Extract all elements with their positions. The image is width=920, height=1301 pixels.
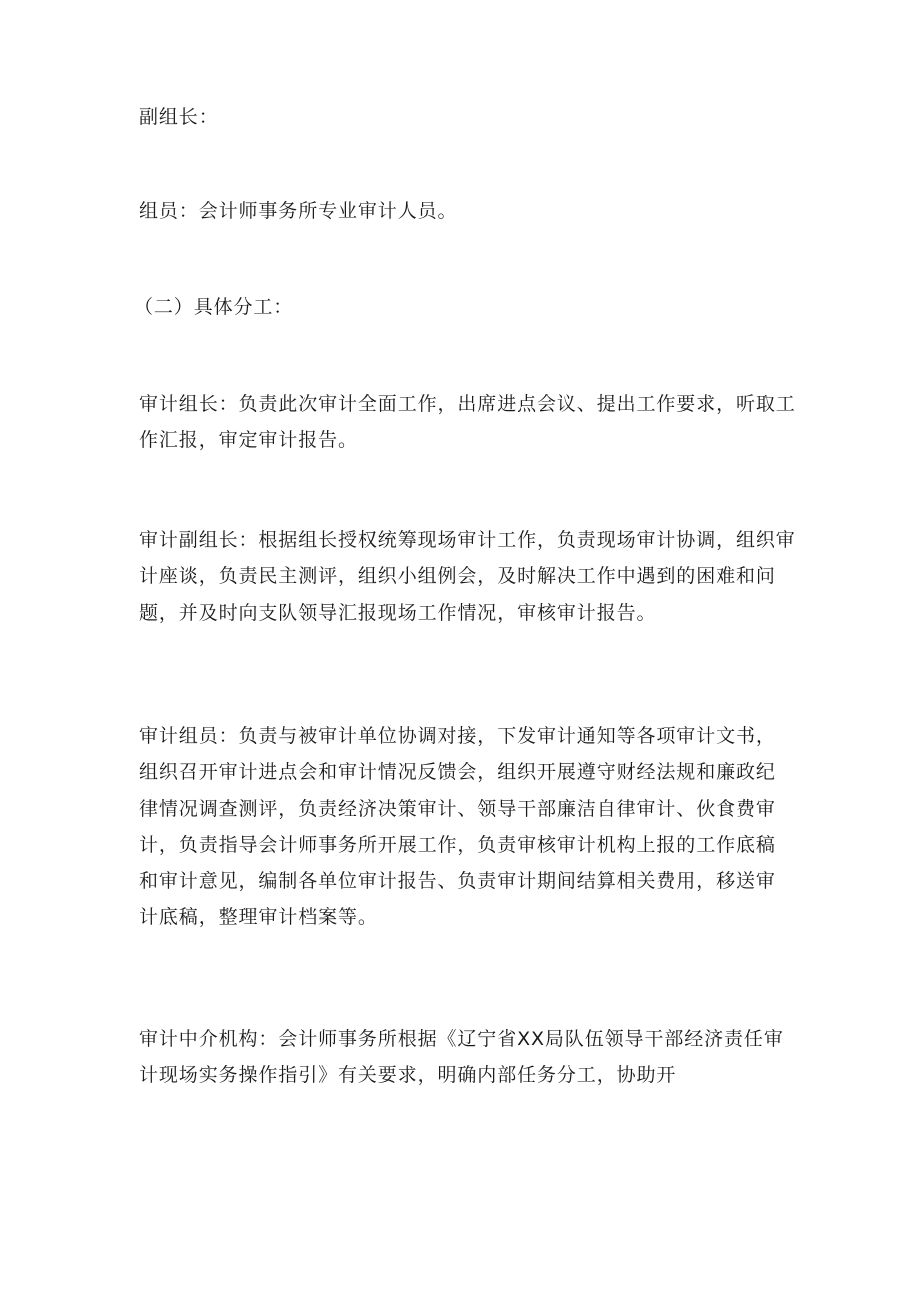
text-line: 组员：会计师事务所专业审计人员。 xyxy=(139,200,458,222)
members-line xyxy=(139,193,789,229)
audit-vice-leader-paragraph xyxy=(139,522,796,631)
text-line: 审计副组长：根据组长授权统筹现场审计工作，负责现场审计协调，组织审 xyxy=(139,529,796,551)
text-line: 审计中介机构：会计师事务所根据《辽宁省XX局队伍领导干部经济责任审 xyxy=(139,1028,784,1050)
text-line: 律情况调查测评，负责经济决策审计、领导干部廉洁自律审计、伙食费审 xyxy=(139,797,776,820)
text-line: 计座谈，负责民主测评，组织小组例会，及时解决工作中遇到的困难和问 xyxy=(139,565,776,588)
section-heading xyxy=(134,289,784,325)
text-line: 计底稿，整理审计档案等。 xyxy=(139,906,378,929)
text-line: （二）具体分工： xyxy=(134,296,294,318)
text-line: 组织召开审计进点会和审计情况反馈会，组织开展遵守财经法规和廉政纪 xyxy=(139,761,776,784)
text-line: 计，负责指导会计师事务所开展工作，负责审核审计机构上报的工作底稿 xyxy=(139,833,776,856)
audit-agency-paragraph xyxy=(139,1021,789,1094)
text-line: 题，并及时向支队领导汇报现场工作情况，审核审计报告。 xyxy=(139,601,657,624)
audit-member-paragraph xyxy=(139,718,789,936)
text-line: 和审计意见，编制各单位审计报告、负责审计期间结算相关费用，移送审 xyxy=(139,870,776,893)
audit-leader-paragraph xyxy=(139,386,796,459)
text-line: 审计组长：负责此次审计全面工作，出席进点会议、提出工作要求，听取工 xyxy=(139,393,796,415)
text-line: 作汇报，审定审计报告。 xyxy=(139,429,358,452)
deputy-leader-line xyxy=(139,99,789,135)
text-line: 副组长： xyxy=(139,106,219,128)
text-line: 计现场实务操作指引》有关要求，明确内部任务分工，协助开 xyxy=(139,1064,677,1087)
text-line: 审计组员：负责与被审计单位协调对接，下发审计通知等各项审计文书， xyxy=(139,725,776,747)
